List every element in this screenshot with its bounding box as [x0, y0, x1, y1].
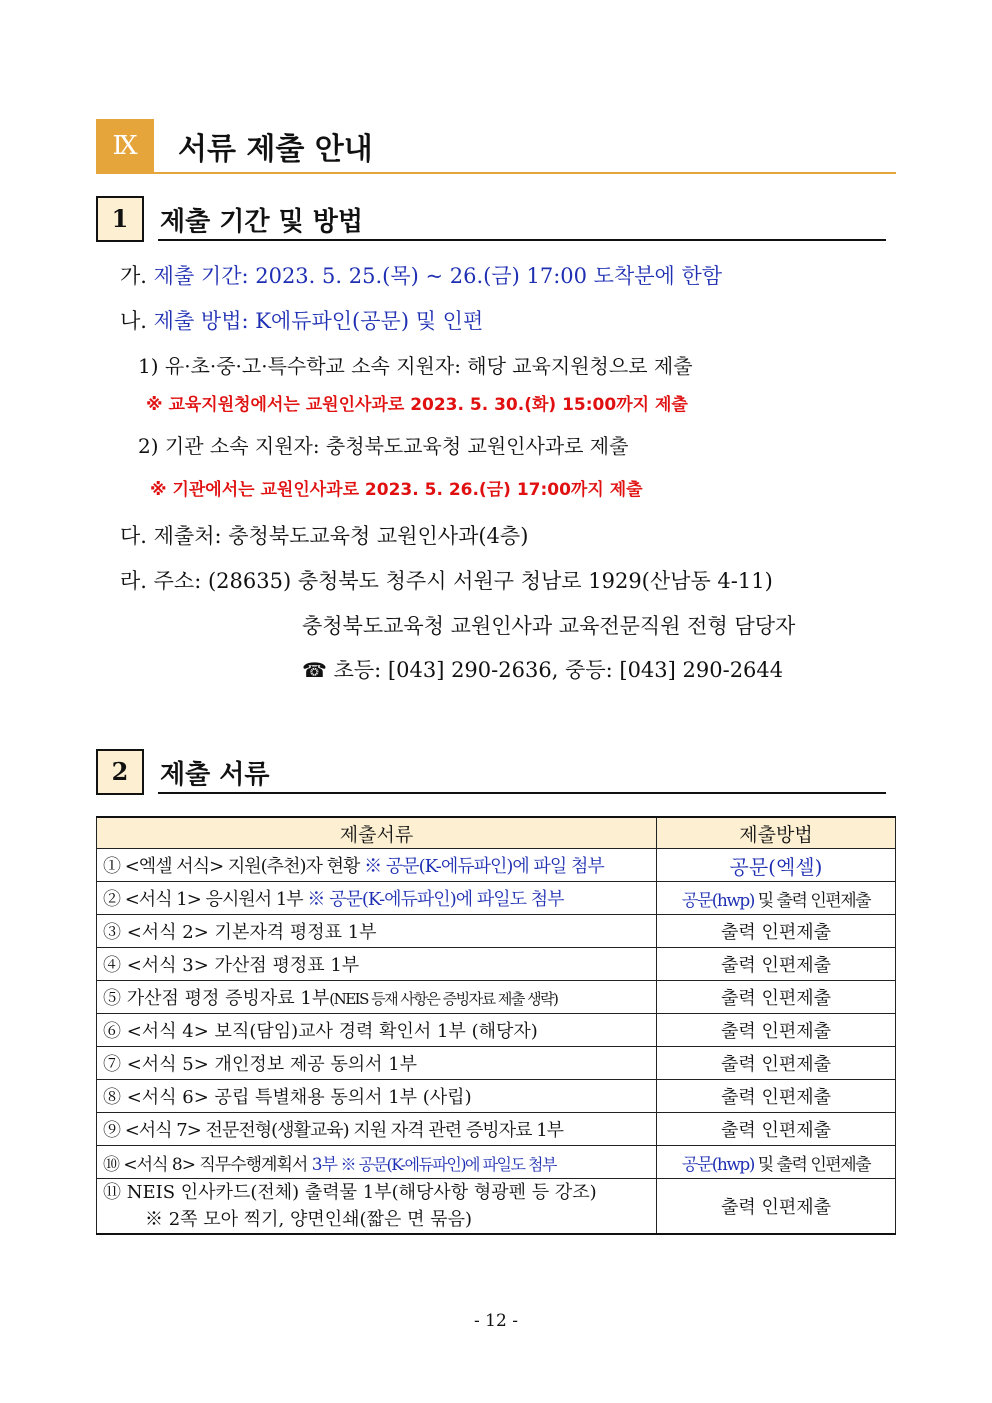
method-cell: 출력 인편제출 — [657, 1014, 896, 1047]
item-na — [120, 305, 483, 335]
item-ga-text: 제출 기간: 2023. 5. 25.(목) ~ 26.(금) 17:00 도착분에 한함 — [153, 264, 723, 288]
doc-note: ※ 공문(K-에듀파인)에 파일도 첨부 — [307, 889, 564, 910]
doc-cell: ④ <서식 3> 가산점 평정표 1부 — [97, 948, 657, 981]
method-blue: 공문(hwp) — [681, 890, 754, 911]
doc-cell: ⑨ <서식 7> 전문전형(생활교육) 지원 자격 관련 증빙자료 1부 — [97, 1113, 657, 1146]
doc-cell: ③ <서식 2> 기본자격 평정표 1부 — [97, 915, 657, 948]
method-cell: 출력 인편제출 — [657, 1179, 896, 1235]
item-sub2: 2) 기관 소속 지원자: 충청북도교육청 교원인사과로 제출 — [138, 434, 629, 458]
item-ga-prefix: 가. — [120, 264, 147, 288]
item-na-text: 제출 방법: K에듀파인(공문) 및 인편 — [153, 309, 484, 333]
note2: ※ 기관에서는 교원인사과로 2023. 5. 26.(금) 17:00까지 제출 — [150, 480, 643, 500]
contact-line: 충청북도교육청 교원인사과 교육전문직원 전형 담당자 — [302, 614, 796, 638]
table-row — [97, 981, 896, 1014]
doc-cell: ⑥ <서식 4> 보직(담임)교사 경력 확인서 1부 (해당자) — [97, 1014, 657, 1047]
table-row — [97, 1080, 896, 1113]
chapter-divider — [96, 172, 896, 174]
chapter-number-badge: Ⅸ — [96, 119, 154, 174]
method-cell — [657, 1146, 896, 1179]
section1-number-badge: 1 — [96, 196, 144, 242]
doc-cell — [97, 1146, 657, 1179]
table-row — [97, 849, 896, 882]
header-documents: 제출서류 — [97, 817, 657, 849]
table-row — [97, 1014, 896, 1047]
method-blue: 공문(hwp) — [681, 1154, 754, 1175]
doc-cell — [97, 882, 657, 915]
doc-text: ① <엑셀 서식> 지원(추천)자 현황 — [103, 856, 365, 877]
header-method: 제출방법 — [657, 817, 896, 849]
section2-number-badge: 2 — [96, 749, 144, 795]
table-row — [97, 1146, 896, 1179]
method-cell — [657, 849, 896, 882]
doc-text: ⑤ 가산점 평정 증빙자료 1부 — [103, 988, 330, 1009]
table-row — [97, 1047, 896, 1080]
method-cell: 출력 인편제출 — [657, 1080, 896, 1113]
section2-title: 제출 서류 — [160, 760, 270, 790]
method-cell: 출력 인편제출 — [657, 1113, 896, 1146]
item-sub1: 1) 유·초·중·고·특수학교 소속 지원자: 해당 교육지원청으로 제출 — [138, 354, 693, 378]
page-number: - 12 - — [474, 1311, 518, 1331]
table-row — [97, 1179, 896, 1235]
phone-icon: ☎ — [302, 658, 327, 682]
doc-subnote: ※ 2쪽 모아 찍기, 양면인쇄(짧은 면 묶음) — [145, 1209, 472, 1230]
item-da: 다. 제출처: 충청북도교육청 교원인사과(4층) — [120, 524, 529, 548]
table-header-row — [97, 817, 896, 849]
method-rest: 및 출력 인편제출 — [753, 1154, 871, 1175]
method-cell: 출력 인편제출 — [657, 981, 896, 1014]
item-ra: 라. 주소: (28635) 충청북도 청주시 서원구 청남로 1929(산남동 4-11) — [120, 569, 773, 593]
method-cell: 출력 인편제출 — [657, 948, 896, 981]
section1-title: 제출 기간 및 방법 — [160, 207, 363, 237]
doc-cell — [97, 981, 657, 1014]
table-row — [97, 882, 896, 915]
section2-divider — [158, 792, 886, 794]
doc-cell: ⑧ <서식 6> 공립 특별채용 동의서 1부 (사립) — [97, 1080, 657, 1113]
item-ga — [120, 260, 722, 290]
doc-cell — [97, 1179, 657, 1235]
phone-numbers: 초등: [043] 290-2636, 중등: [043] 290-2644 — [333, 658, 784, 682]
table-row — [97, 1113, 896, 1146]
method-cell — [657, 882, 896, 915]
method-blue: 공문(엑셀) — [729, 854, 823, 879]
method-rest: 및 출력 인편제출 — [753, 890, 871, 911]
doc-text: ⑪ NEIS 인사카드(전체) 출력물 1부(해당사항 형광펜 등 강조) — [103, 1182, 597, 1203]
doc-small-note: (NEIS 등재 사항은 증빙자료 제출 생략) — [329, 990, 558, 1008]
doc-note: ※ 공문(K-에듀파인)에 파일도 첨부 — [336, 1154, 556, 1174]
item-na-prefix: 나. — [120, 309, 147, 333]
doc-note: ※ 공문(K-에듀파인)에 파일 첨부 — [364, 856, 604, 877]
doc-cell — [97, 849, 657, 882]
note1: ※ 교육지원청에서는 교원인사과로 2023. 5. 30.(화) 15:00까지 제출 — [146, 395, 688, 415]
doc-text: ② <서식 1> 응시원서 1부 — [103, 889, 308, 910]
chapter-title: 서류 제출 안내 — [178, 132, 373, 167]
documents-table — [96, 816, 896, 1235]
table-row — [97, 948, 896, 981]
method-cell: 출력 인편제출 — [657, 915, 896, 948]
section1-divider — [158, 239, 886, 241]
doc-count: 3부 — [311, 1154, 337, 1175]
phone-line — [302, 654, 783, 684]
table-row — [97, 915, 896, 948]
method-cell: 출력 인편제출 — [657, 1047, 896, 1080]
doc-cell: ⑦ <서식 5> 개인정보 제공 동의서 1부 — [97, 1047, 657, 1080]
doc-text: ⑩ <서식 8> 직무수행계획서 — [103, 1154, 312, 1175]
